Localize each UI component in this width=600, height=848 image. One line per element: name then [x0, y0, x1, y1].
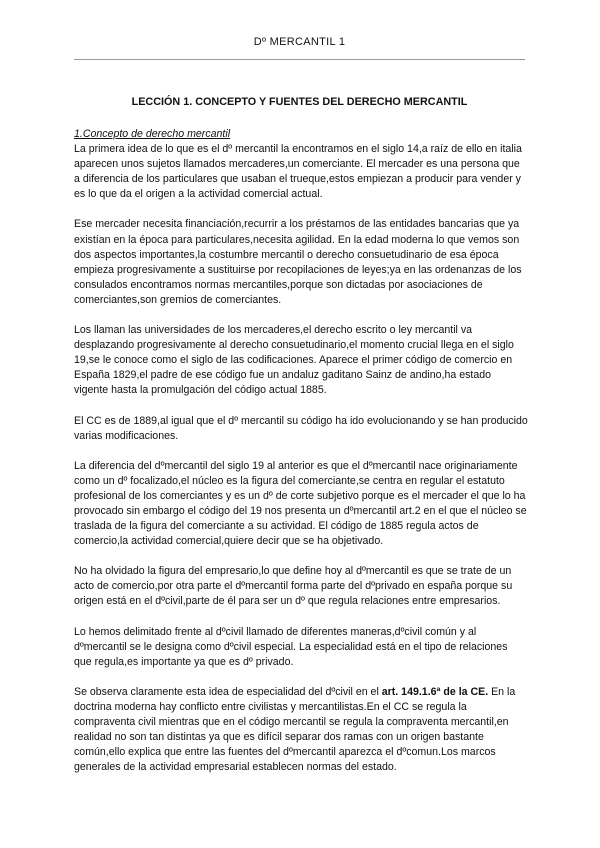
header-divider [74, 59, 525, 60]
paragraph-3: Los llaman las universidades de los mercaderes,el derecho escrito o ley mercantil va desplazando progresivamente al derecho consuetudinario,el momento crucial llega en el siglo 19,se le conoce como el siglo de las codificaciones. Aparece el primer código de comercio en España 1829,el padre de ese código fue un andaluz gaditano Sainz de andino,ha estado vigente hasta la promulgación del código actual 1885. [74, 324, 514, 397]
paragraph-7: Lo hemos delimitado frente al dºcivil llamado de diferentes maneras,dºcivil común y al dºmercantil se le designa como dºcivil especial. La especialidad está en el tipo de relaciones que regula,es importante ya que es dº privado. [74, 625, 508, 668]
document-body [74, 127, 528, 790]
article-reference: art. 149.1.6ª de la CE. [381, 685, 489, 698]
paragraph-8 [74, 685, 528, 776]
paragraph-8-start: Se observa claramente esta idea de especialidad del dºcivil en el [74, 685, 382, 698]
paragraph-2: Ese mercader necesita financiación,recurrir a los préstamos de las entidades bancarias que ya existían en la época para particulares,necesita agilidad. En la edad moderna lo que vemos son dos aspectos importantes,la costumbre mercantil o derecho consuetudinario de esa época empieza progresivamente a sustituirse por recopilaciones de leyes;ya en las ordenanzas de los consulados encontramos normas mercantiles,porque son dictadas por asociaciones de comerciantes,son gremios de comerciantes. [74, 218, 522, 306]
lesson-title: LECCIÓN 1. CONCEPTO Y FUENTES DEL DERECHO MERCANTIL [131, 96, 468, 108]
paragraph-1 [74, 127, 528, 202]
paragraph-1-text: La primera idea de lo que es el dº mercantil la encontramos en el siglo 14,a raíz de ello en italia aparecen unos sujetos llamados mercaderes,un comerciante. El mercader es una persona que a diferencia de los particulares que usaban el trueque,estos empiezan a producir para vender y es lo que da el origen a la actividad comercial actual. [74, 143, 522, 201]
paragraph-4: El CC es de 1889,al igual que el dº mercantil su código ha ido evolucionando y se han producido varias modificaciones. [74, 414, 528, 442]
paragraph-6: No ha olvidado la figura del empresario,lo que define hoy al dºmercantil es que se trate de un acto de comercio,por otra parte el dºmercantil forma parte del dºprivado en españa porque su origen está en el dºcivil,parte de él para ser un dº que regula relaciones entre empresarios. [74, 565, 513, 608]
section-heading: 1.Concepto de derecho mercantil [74, 128, 231, 140]
paragraph-8-end: En la doctrina moderna hay conflicto entre civilistas y mercantilistas.En el CC se regula la compraventa civil mientras que en el código mercantil se regula la compraventa mercantil,en realidad no son tan distintas ya que es difícil separar dos ramas con un origen bastante común,ello explica que entre las fuentes del dºmercantil aparezca el dºcomun.Los marcos generales de la actividad empresarial establecen normas del estado. [74, 685, 516, 774]
page-header: Dº MERCANTIL 1 [253, 36, 346, 48]
paragraph-5: La diferencia del dºmercantil del siglo 19 al anterior es que el dºmercantil nace originariamente como un dº focalizado,el núcleo es la figura del comerciante,se centra en regular el estatuto profesional de los comerciantes y es un dº de corte subjetivo porque es el mercader el que lo ha provocado sin embargo el código del 19 nos presenta un dºmercantil art.2 en el que el núcleo se traslada de la figura del comerciante a su actividad. El código de 1885 regula actos de comercio,la actividad comercial,quiere decir que se ha objetivado. [74, 459, 527, 548]
